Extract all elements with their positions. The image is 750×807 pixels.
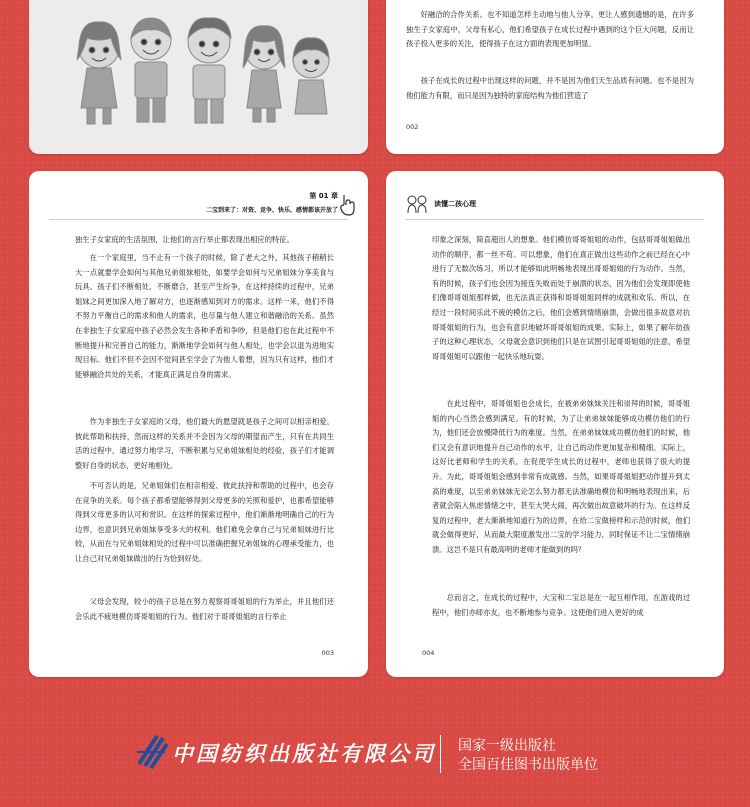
paragraph: 印象之深刻，简直超出人的想象。他们模仿哥哥姐姐的动作，包括哥哥姐姐做出动作的顺序，都一丝不苟。可以想象，他们在真正做出这些动作之前已经在心中进行了无数次练习，所以才能够如此明畅地表现出哥哥姐姐的行为动作。当然，有的时候，孩子们也会因为接连失败而处于崩溃的状态，因为他们会发现即使他们像哥哥姐姐那样做，也无法真正获得和哥哥姐姐同样的成就和欢乐。所以，在经过一段时间乐此不疲的模仿之后，他们会感到情绪崩溃，会做出很多故意对抗哥哥姐姐的行为，也会有意识地破坏哥哥姐姐的成果。实际上，如果了解年幼孩子的这种心理状态，父母就会意识到他们只是在试图引起哥哥姐姐的注意，希望哥哥姐姐可以跟他一起快乐地玩耍。 [432, 235, 690, 361]
header-rule [406, 219, 704, 220]
paragraph: 作为非独生子女家庭的父母，他们最大的愿望就是孩子之间可以相亲相爱，彼此帮助和扶持，然而这样的关系并不会因为父母的期望而产生，只有在共同生活的过程中，通过努力地学习，不断积累与兄弟姐妹相处的经验，孩子们才能调整好自身的状态，更好地相处。 [75, 417, 334, 470]
book-header [406, 193, 476, 215]
book-page-002 [386, 0, 724, 154]
book-title: 读懂二孩心理 [434, 200, 476, 208]
paragraph: 总而言之，在成长的过程中，大宝和二宝总是在一起互相作用，在游戏的过程中，他们亦师亦友，也不断地参与竞争。这使他们进入更好的成 [432, 593, 690, 617]
pointing-hand-icon [338, 193, 356, 217]
header-rule [49, 219, 348, 220]
publisher-tagline-1: 国家一级出版社 [458, 738, 556, 754]
paragraph: 父母会发现，较小的孩子总是在努力观察哥哥姐姐的行为举止，并且他们还会乐此不疲地模仿哥哥姐姐的行为。他们对于哥哥姐姐的言行举止 [75, 597, 334, 621]
paragraph: 在此过程中，哥哥姐姐也会成长，在被弟弟妹妹关注和崇拜的时候，哥哥姐姐的内心当然会感到满足。有的时候，为了让弟弟妹妹能够成功模仿他们的行为，他们还会放慢降低行为的难度。当然，在弟弟妹妹成功模仿他们的时候，他们又会有意识地提升自己动作的水平，让自己的动作更加复杂和精细。实际上，这好比老师和学生的关系，在促使学生成长的过程中，老师也获得了很大的提升。为此，哥哥姐姐会感到非常有成就感。当然，如果哥哥姐姐把动作提升到太高的难度，以至弟弟妹妹无论怎么努力都无法准确地模仿和明畅地表现出来，后者就会陷入焦虑情绪之中，甚至大哭大闹，再次做出故意破坏的行为。在这样反复的过程中，老大渐渐地知道行为的边界，在给二宝做榜样和示范的时候，他们就会做得更好，从而最大限度激发出二宝的学习能力，同时保证不让二宝情绪崩溃。这岂不是只有最高明的老师才能做到的吗？ [432, 399, 690, 554]
two-kids-icon [406, 193, 428, 215]
paragraph: 独生子女家庭的生活氛围，让他们的言行举止都表现出相应的特征。 [75, 235, 294, 244]
publisher-tagline-2: 全国百佳图书出版单位 [458, 757, 598, 773]
book-page-003 [29, 171, 368, 677]
paragraph: 孩子在成长的过程中出现这样的问题，并不是因为他们天生品质有问题。也不是因为他们能力有限，而只是因为独特的家庭结构为他们营造了 [406, 76, 694, 100]
paragraph: 好融洽的合作关系。也不知道怎样主动地与他人分享。更让人感到遗憾的是，在许多独生子女家庭中，父母有私心，他们希望孩子在成长过程中遇到的这个巨大问题，反而让孩子投入更多的关注，使得孩子在这方面的表现更加明显。 [406, 10, 694, 49]
chapter-number: 第 01 章 [309, 192, 338, 200]
book-page-illustration [29, 0, 368, 154]
paragraph: 在一个家庭里，当不止有一个孩子的时候，除了老大之外，其他孩子稍稍长大一点就要学会如何与其他兄弟姐妹相处，如要学会如何与兄弟姐妹分享美食与玩具。孩子们不断相处、不断磨合，甚至产生纷争，在这样持续的过程中，兄弟姐妹之间更加深入地了解对方，也逐渐感知到对方的需求。这样一来，他们不得不努力平衡自己的需求和他人的需求，也尽量与他人建立和谐融洽的关系。虽然在非独生子女家庭中孩子必然会发生各种矛盾和争吵，但是他们也在此过程中不断地提升和完善自己的能力，渐渐地学会如何与他人相处，也学会以退为进地实现目标。他们不但不会因不觉间甚至学会了为他人着想，因为只有这样，他们才能够融洽共处的关系，才能真正满足自身的需求。 [75, 253, 334, 379]
book-page-004 [386, 171, 724, 677]
children-illustration [59, 8, 339, 128]
paragraph: 不可否认的是，兄弟姐妹们在相亲相爱、彼此扶持和帮助的过程中，也会存在竞争的关系。每个孩子都希望能够得到父母更多的关照和爱护，也都希望能够得到父母更多的认可和赏识。在这样的探索过程中，他们渐渐地明确自己的行为边界，也意识到兄弟姐妹享受多大的权利。他们难免会拿自己与兄弟姐妹进行比较，从而在与兄弟姐妹相处的过程中可以准确把握兄弟姐妹的心理承受能力，也让自己对兄弟姐妹做出的行为恰到好处。 [75, 481, 334, 563]
page-number: 002 [406, 123, 419, 131]
publisher-logo-icon [135, 730, 169, 770]
publisher-name: 中国纺织出版社有限公司 [172, 741, 436, 766]
page-number: 004 [422, 649, 435, 657]
footer-divider [440, 735, 441, 773]
publisher-footer [0, 730, 750, 780]
chapter-header [206, 191, 338, 214]
page-number: 003 [321, 649, 334, 657]
chapter-subtitle: 二宝到来了：对资、竞争、快乐、感情都该开放了 [205, 207, 338, 214]
